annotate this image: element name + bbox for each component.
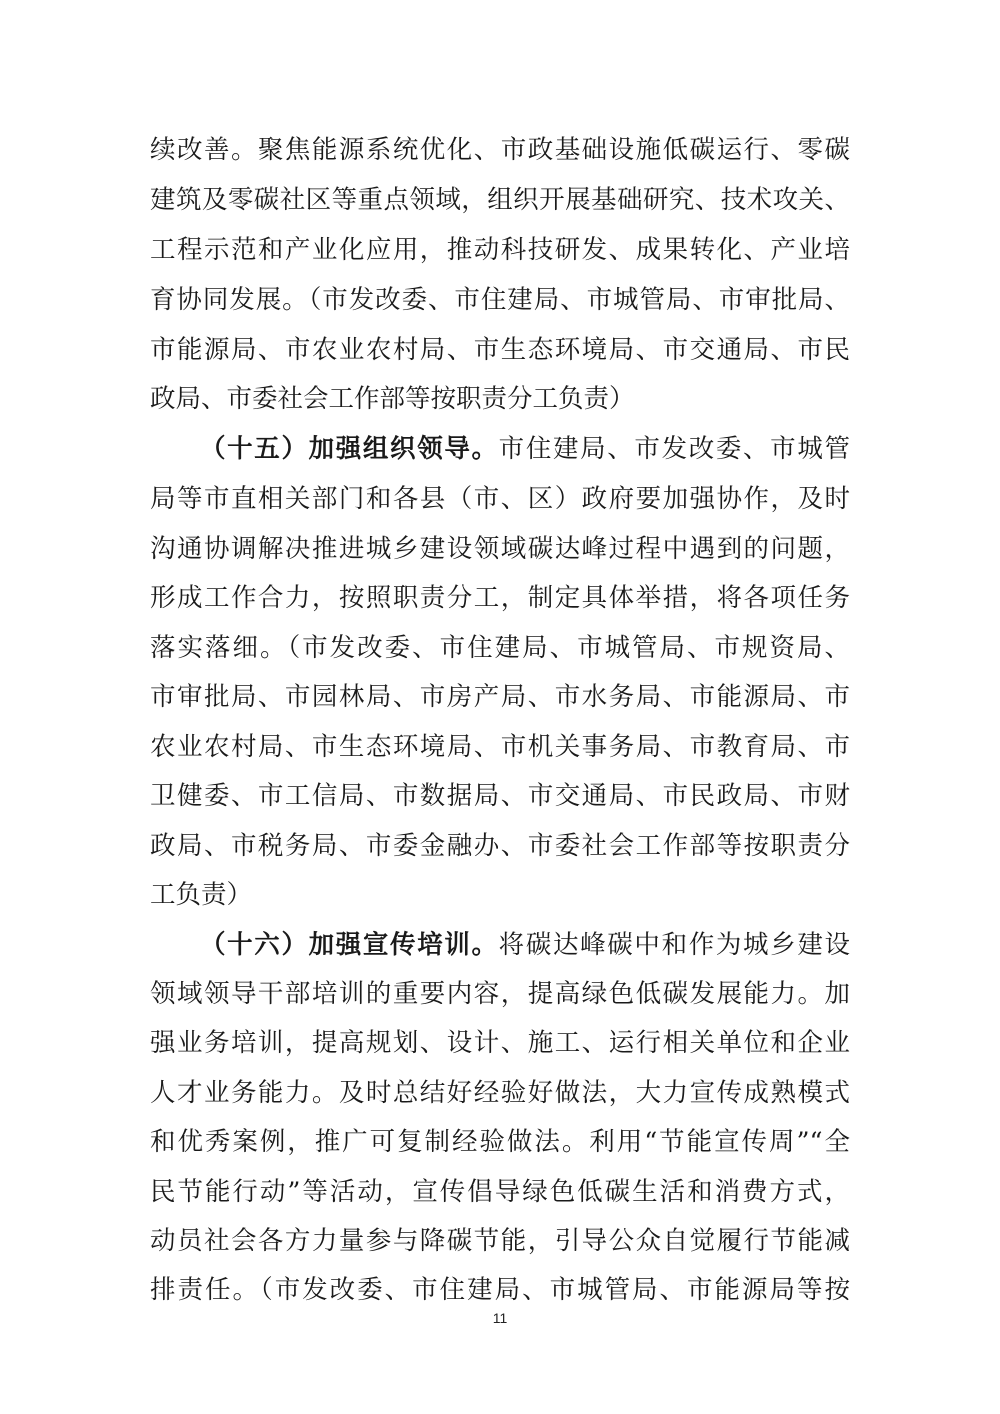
paragraph-3-line-5: 和优秀案例，推广可复制经验做法。利用“节能宣传周”“全 [150, 1127, 850, 1157]
paragraph-1-line-2: 建筑及零碳社区等重点领域，组织开展基础研究、技术攻关、 [150, 185, 850, 215]
paragraph-1-line-5: 市能源局、市农业农村局、市生态环境局、市交通局、市民 [150, 335, 850, 365]
paragraph-2-line-8: 卫健委、市工信局、市数据局、市交通局、市民政局、市财 [150, 781, 850, 811]
paragraph-1-line-4: 育协同发展。（市发改委、市住建局、市城管局、市审批局、 [150, 285, 850, 315]
section-heading-15: （十五）加强组织领导。 [200, 434, 499, 464]
paragraph-1-line-6: 政局、市委社会工作部等按职责分工负责） [150, 384, 635, 414]
paragraph-2-line-4: 形成工作合力，按照职责分工，制定具体举措，将各项任务 [150, 583, 850, 613]
paragraph-3-line-6: 民节能行动”等活动，宣传倡导绿色低碳生活和消费方式， [150, 1177, 850, 1207]
paragraph-2-line-3: 沟通协调解决推进城乡建设领域碳达峰过程中遇到的问题， [150, 534, 850, 564]
paragraph-2-line-9: 政局、市税务局、市委金融办、市委社会工作部等按职责分 [150, 831, 850, 861]
paragraph-3-line-8: 排责任。（市发改委、市住建局、市城管局、市能源局等按 [150, 1275, 850, 1305]
paragraph-2-line-10: 工负责） [150, 880, 253, 910]
paragraph-3-line-1 [200, 923, 850, 967]
page-number: 11 [492, 1310, 508, 1326]
paragraph-2-line-7: 农业农村局、市生态环境局、市机关事务局、市教育局、市 [150, 732, 850, 762]
paragraph-2-line-1-text: 市住建局、市发改委、市城管 [498, 434, 850, 464]
paragraph-3-line-2: 领域领导干部培训的重要内容，提高绿色低碳发展能力。加 [150, 979, 850, 1009]
paragraph-2-line-1 [200, 427, 850, 471]
paragraph-3-line-4: 人才业务能力。及时总结好经验好做法，大力宣传成熟模式 [150, 1078, 850, 1108]
paragraph-2-line-2: 局等市直相关部门和各县（市、区）政府要加强协作，及时 [150, 484, 850, 514]
paragraph-3-line-3: 强业务培训，提高规划、设计、施工、运行相关单位和企业 [150, 1028, 850, 1058]
paragraph-3-line-1-text: 将碳达峰碳中和作为城乡建设 [498, 930, 850, 960]
paragraph-3-line-7: 动员社会各方力量参与降碳节能，引导公众自觉履行节能减 [150, 1226, 850, 1256]
paragraph-2-line-6: 市审批局、市园林局、市房产局、市水务局、市能源局、市 [150, 682, 850, 712]
paragraph-1-line-3: 工程示范和产业化应用，推动科技研发、成果转化、产业培 [150, 235, 850, 265]
section-heading-16: （十六）加强宣传培训。 [200, 930, 499, 960]
paragraph-2-line-5: 落实落细。（市发改委、市住建局、市城管局、市规资局、 [150, 633, 850, 663]
paragraph-1-line-1: 续改善。聚焦能源系统优化、市政基础设施低碳运行、零碳 [150, 135, 850, 165]
